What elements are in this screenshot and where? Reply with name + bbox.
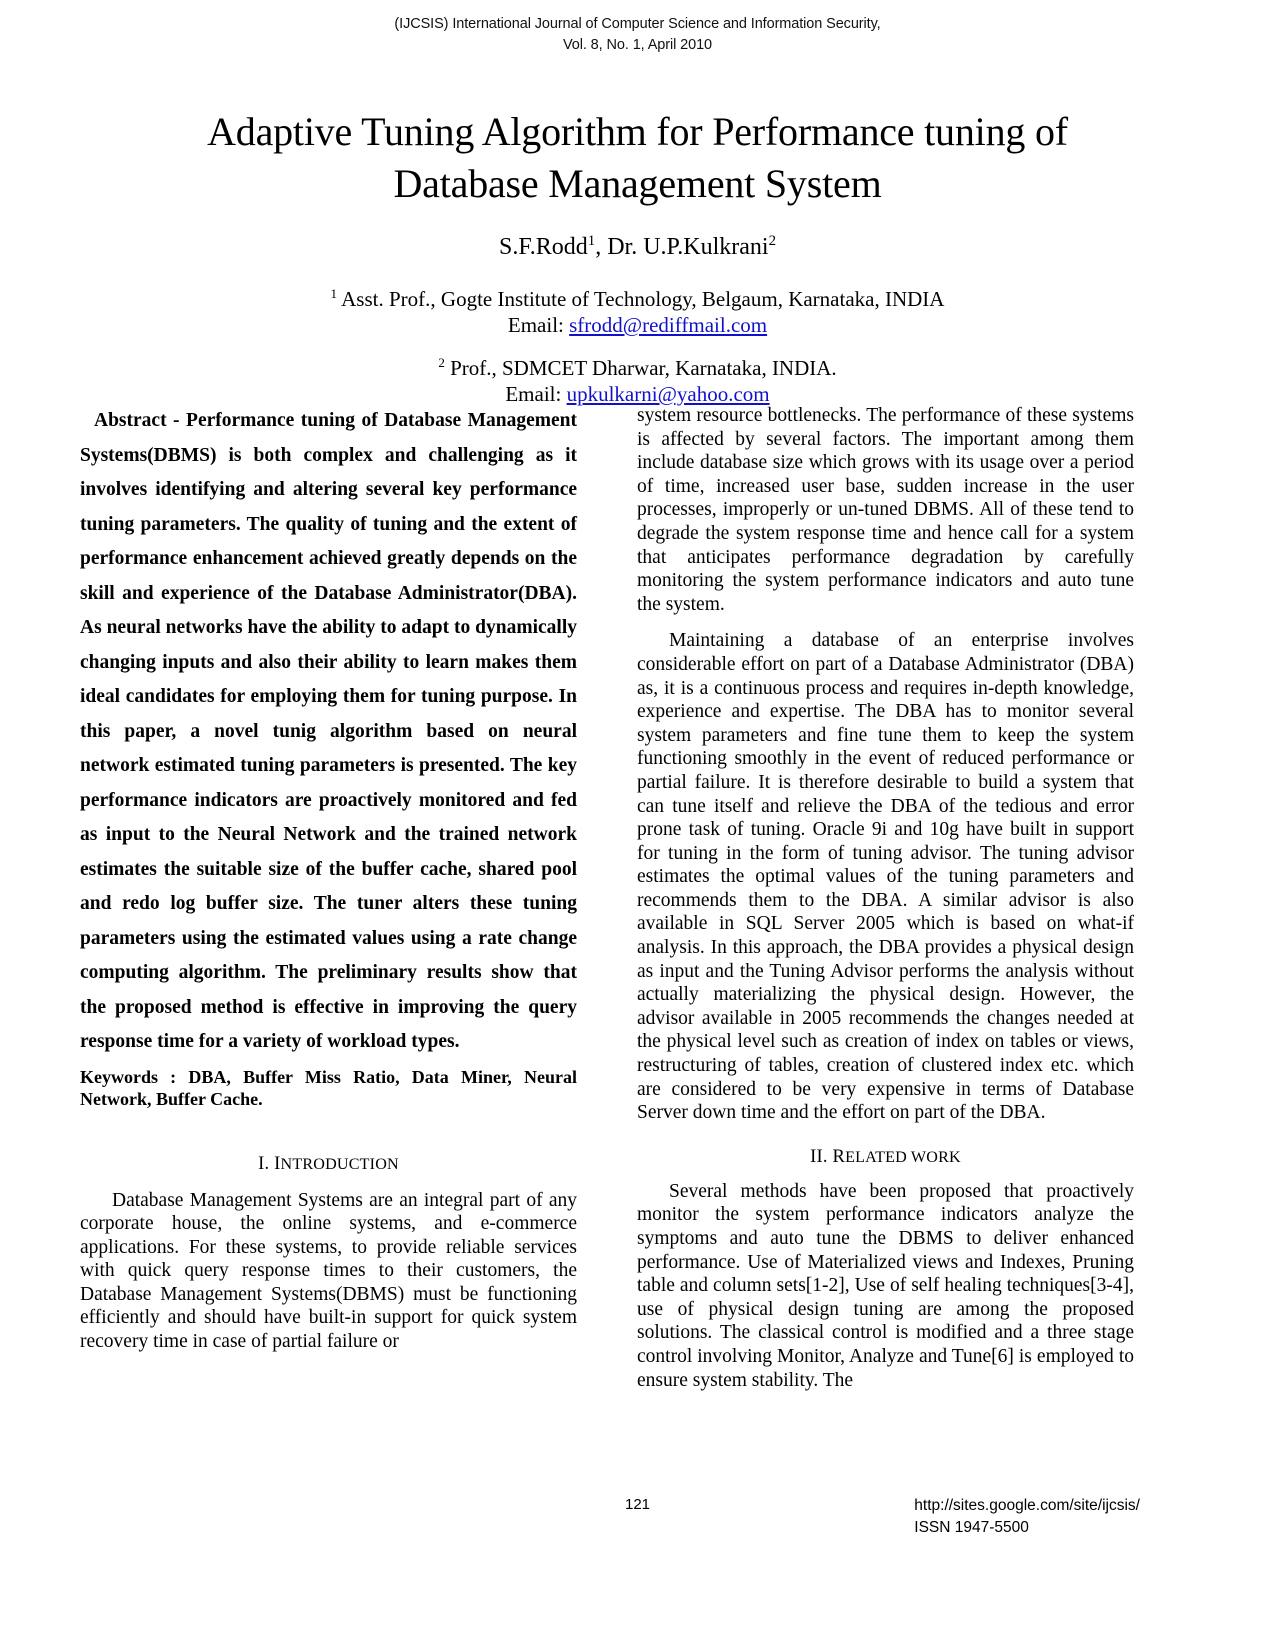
author-separator: , (595, 234, 608, 260)
title-line-1: Adaptive Tuning Algorithm for Performance tuning of (207, 109, 1068, 154)
affiliation-1-body: Asst. Prof., Gogte Institute of Technology, Belgaum, Karnataka, INDIA (341, 287, 945, 311)
affiliation-2-marker: 2 (438, 355, 445, 370)
author-2-affil-marker: 2 (768, 233, 776, 249)
footer-identifiers (914, 1495, 1140, 1539)
section-heading-introduction (80, 1154, 577, 1175)
section-2-title: RELATED WORK (832, 1146, 961, 1167)
title-line-2: Database Management System (393, 161, 882, 206)
section-heading-related-work (637, 1147, 1134, 1168)
page-number: 121 (624, 1496, 651, 1513)
title-block (100, 106, 1175, 210)
email-label-2: Email: (505, 382, 567, 406)
author-2-name: Dr. U.P.Kulkrani (607, 234, 769, 260)
abstract-paragraph: Abstract - Performance tuning of Database Management Systems(DBMS) is both complex and challenging as it involves identifying and altering several key performance tuning parameters. The quality of tuning and the extent of performance enhancement achieved greatly depends on the skill and experience of the Database Administrator(DBA). As neural networks have the ability to adapt to dynamically changing inputs and also their ability to learn makes them ideal candidates for employing them for tuning purpose. In this paper, a novel tunig algorithm based on neural network estimated tuning parameters is presented. The key performance indicators are proactively monitored and fed as input to the Neural Network and the trained network estimates the suitable size of the buffer cache, shared pool and redo log buffer size. The tuner alters these tuning parameters using the estimated values using a rate change computing algorithm. The preliminary results show that the proposed method is effective in improving the query response time for a variety of workload types. (80, 410, 577, 1052)
author-list (100, 232, 1175, 262)
author-1-name: S.F.Rodd (499, 234, 588, 260)
page-footer (0, 1495, 1275, 1555)
section-2-number: II. (810, 1146, 828, 1167)
affiliation-1-marker: 1 (330, 286, 338, 301)
running-head (0, 14, 1275, 56)
email-link-2[interactable]: upkulkarni@yahoo.com (566, 382, 770, 406)
footer-issn: ISSN 1947-5500 (914, 1519, 1029, 1536)
right-paragraph-2: Maintaining a database of an enterprise involves considerable effort on part of a Database Administrator (DBA) as, it is a continuous process and requires in-depth knowledge, experience and expertise. The DBA has to monitor several system parameters and fine tune them to keep the system functioning smoothly in the event of reduced performance or partial failure. It is therefore desirable to build a system that can tune itself and relieve the DBA of the tedious and error prone task of tuning. Oracle 9i and 10g have built in support for tuning in the form of tuning advisor. The tuning advisor estimates the optimal values of the tuning parameters and recommends them to the DBA. A similar advisor is also available in SQL Server 2005 which is based on what-if analysis. In this approach, the DBA provides a physical design as input and the Tuning Advisor performs the analysis without actually materializing the physical design. However, the advisor available in 2005 recommends the changes needed at the physical level such as creation of index on tables or views, restructuring of tables, creation of clustered index etc. which are considered to be very expensive in terms of Database Server down time and the effort on part of the DBA. (637, 630, 1134, 1124)
affiliation-2-text (100, 355, 1175, 381)
affiliation-2 (100, 355, 1175, 407)
running-head-journal: (IJCSIS) International Journal of Computer Science and Information Security, (394, 16, 881, 32)
section-1-title: INTRODUCTION (274, 1153, 399, 1174)
body-columns (0, 404, 1275, 1464)
footer-site-url: http://sites.google.com/site/ijcsis/ (914, 1497, 1140, 1514)
running-head-issue: Vol. 8, No. 1, April 2010 (562, 37, 713, 53)
right-paragraph-1: system resource bottlenecks. The performance of these systems is affected by several factors. The important among them include database size which grows with its usage over a period of time, increased user base, sudden increase in the user processes, improperly or un-tuned DBMS. All of these tend to degrade the system response time and hence call for a system that anticipates performance degradation by carefully monitoring the system performance indicators and auto tune the system. (637, 405, 1134, 615)
section-1-number: I. (258, 1153, 270, 1174)
affiliation-1-text (100, 286, 1175, 312)
intro-paragraph-1: Database Management Systems are an integral part of any corporate house, the online systems, and e-commerce applications. For these systems, to provide reliable services with quick query response times to their customers, the Database Management Systems(DBMS) must be functioning efficiently and should have built-in support for quick system recovery time in case of partial failure or (80, 1189, 577, 1353)
left-column (80, 404, 577, 1367)
affiliation-1-email-line (100, 312, 1175, 338)
author-1-affil-marker: 1 (587, 233, 596, 249)
right-paragraph-3: Several methods have been proposed that proactively monitor the system performance indicators analyze the symptoms and auto tune the DBMS to deliver enhanced performance. Use of Materialized views and Indexes, Pruning table and column sets[1-2], Use of self healing techniques[3-4], use of physical design tuning are among the proposed solutions. The classical control is modified and a three stage control involving Monitor, Analyze and Tune[6] is employed to ensure system stability. The (637, 1180, 1134, 1391)
email-label-1: Email: (507, 313, 570, 337)
affiliation-2-body: Prof., SDMCET Dharwar, Karnataka, INDIA. (450, 356, 837, 380)
keywords-paragraph: Keywords : DBA, Buffer Miss Ratio, Data Miner, Neural Network, Buffer Cache. (80, 1066, 577, 1109)
right-column (637, 404, 1134, 1405)
page-title (100, 106, 1175, 210)
email-link-1[interactable]: sfrodd@rediffmail.com (569, 313, 768, 337)
affiliation-1 (100, 286, 1175, 338)
